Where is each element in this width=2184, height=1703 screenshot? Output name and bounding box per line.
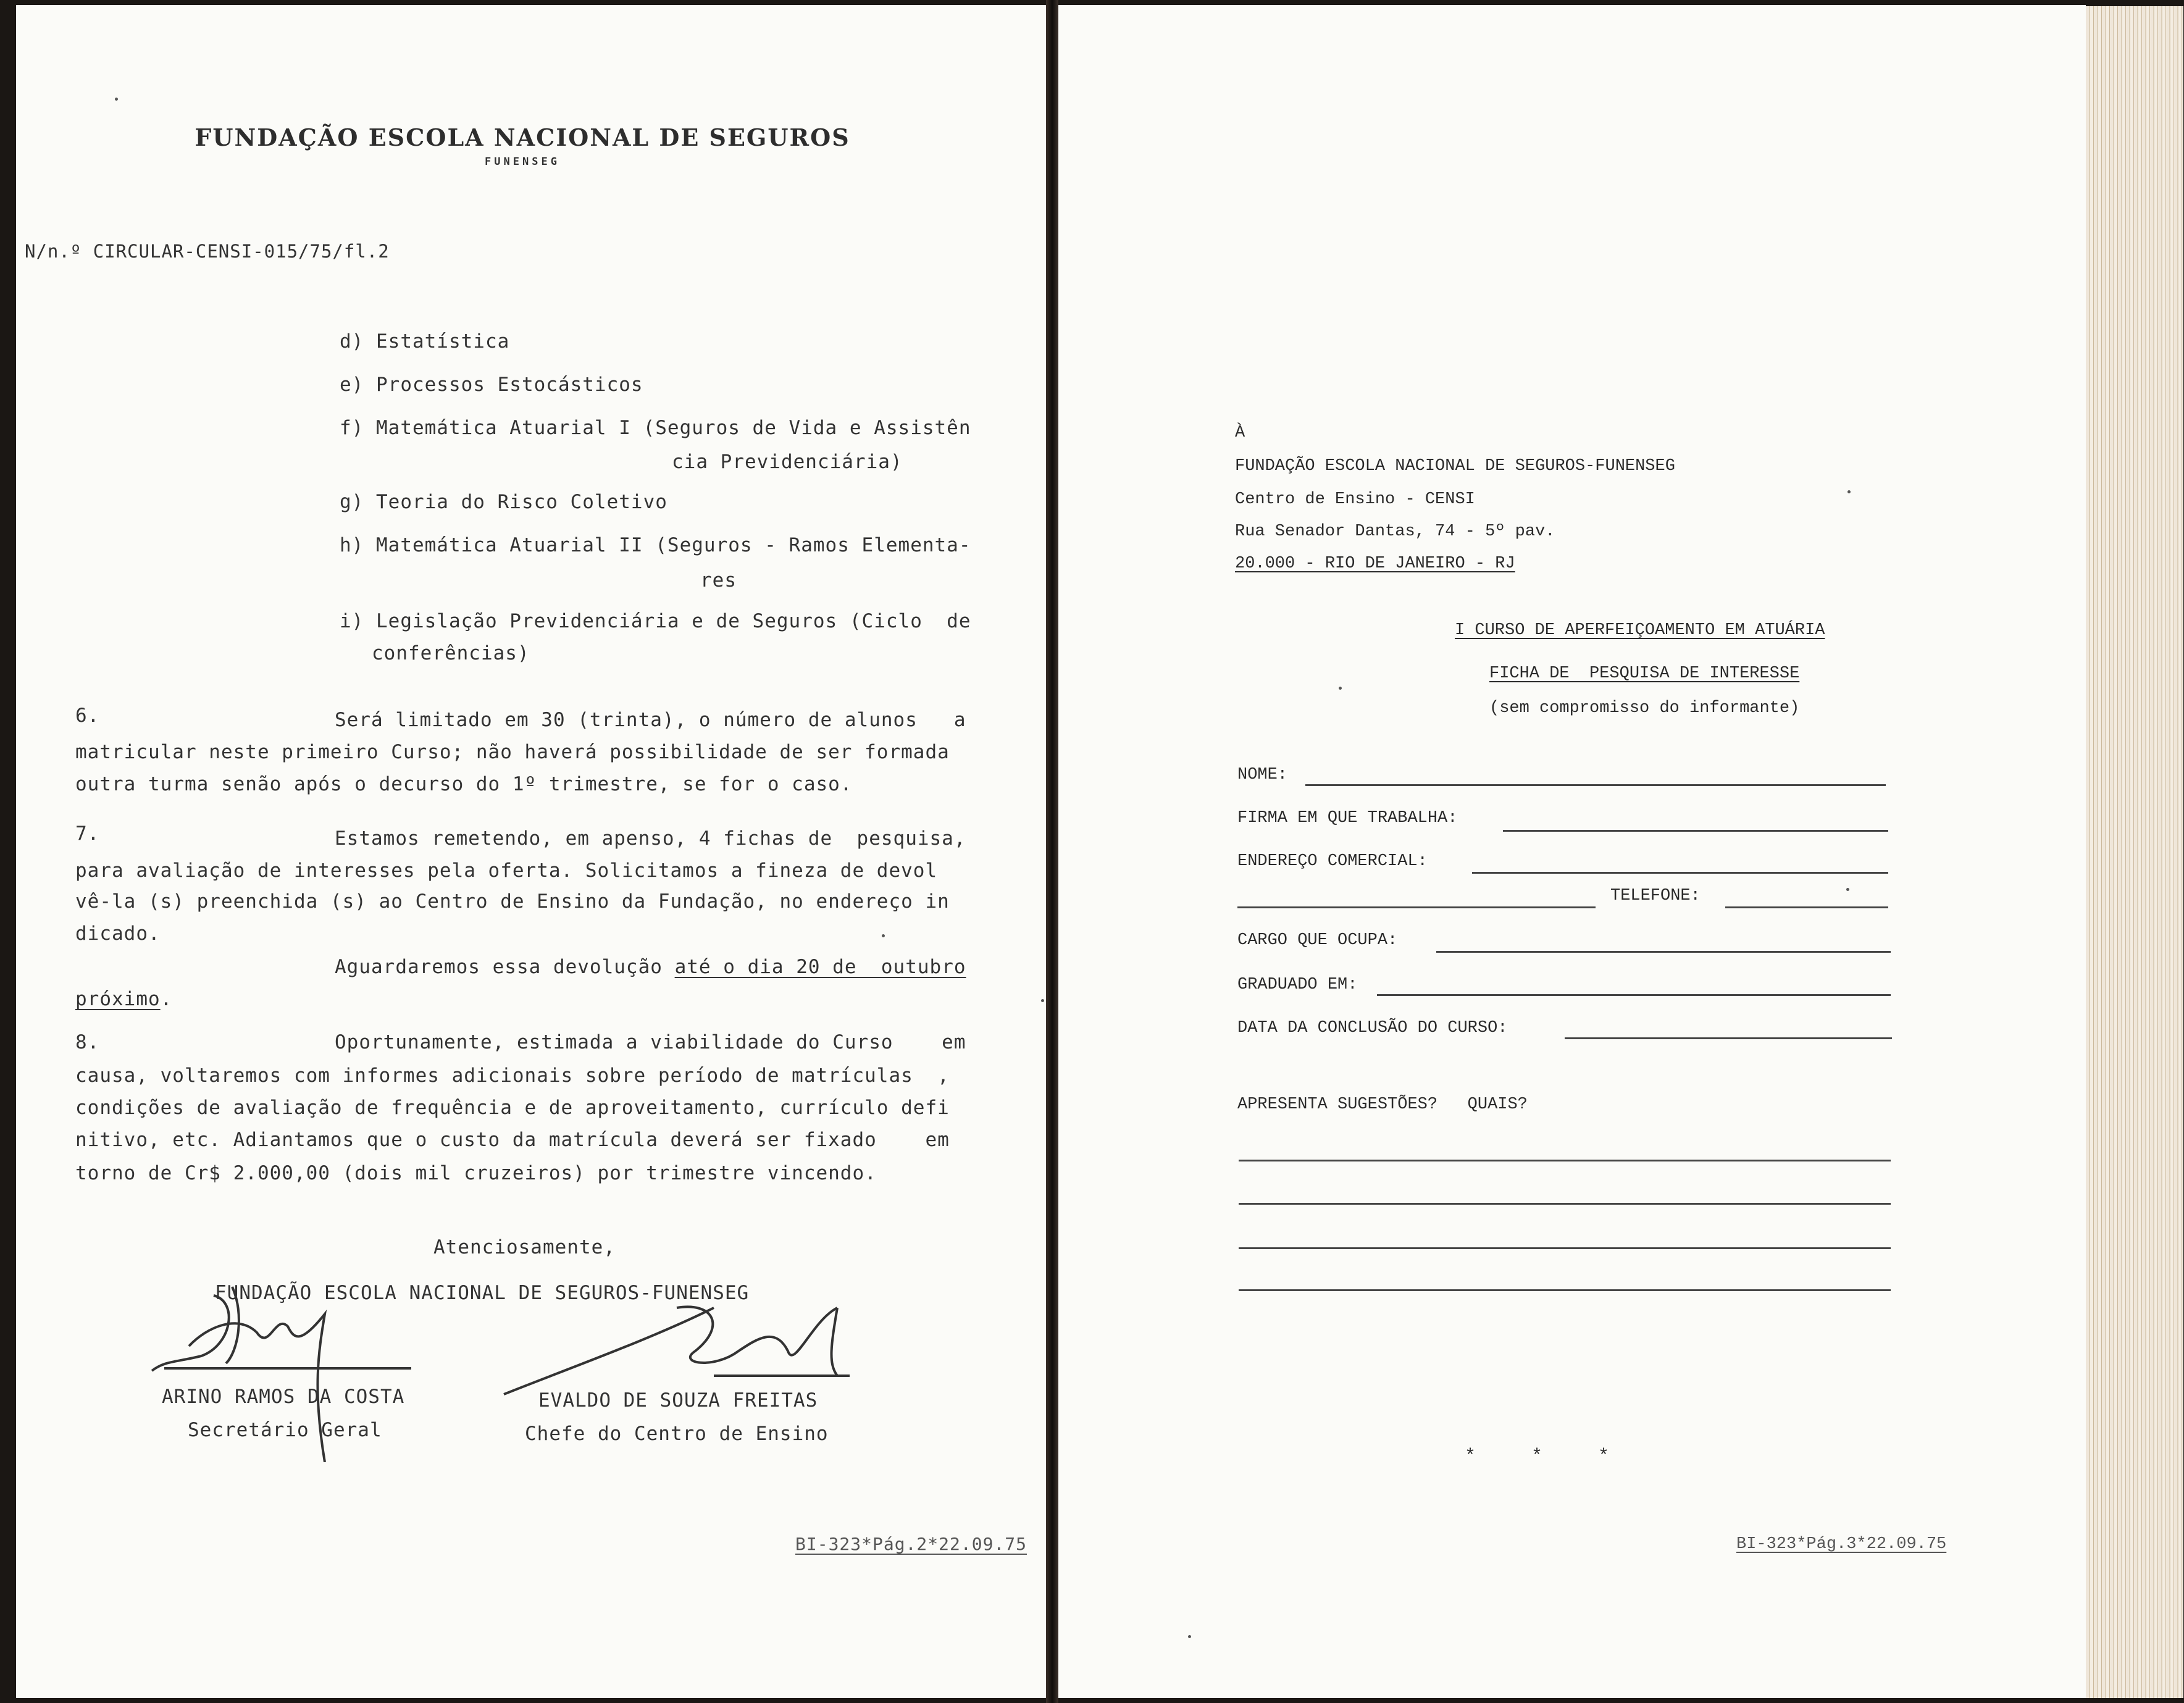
subject-d: d) Estatística [340, 330, 510, 353]
field-label-sugestoes [1237, 1095, 1528, 1114]
para7-period: . [160, 988, 173, 1010]
suggestion-line-2[interactable] [1239, 1203, 1891, 1205]
para8-line: causa, voltaremos com informes adicionais sobre período de matrículas , [75, 1065, 950, 1087]
field-label-telefone: TELEFONE: [1610, 887, 1701, 905]
speck [115, 98, 118, 101]
form-title: FICHA DE PESQUISA DE INTERESSE [1489, 664, 1800, 683]
signatory1-title: Secretário Geral [188, 1419, 382, 1441]
course-title: I CURSO DE APERFEIÇOAMENTO EM ATUÁRIA [1455, 621, 1825, 640]
signatory2-title: Chefe do Centro de Ensino [525, 1423, 829, 1445]
signatory2-name: EVALDO DE SOUZA FREITAS [538, 1389, 818, 1412]
para6-line: matricular neste primeiro Curso; não haverá possibilidade de ser formada [75, 741, 950, 763]
address-to: À [1235, 424, 1245, 442]
para7-deadline-date: até o dia 20 de outubro [674, 956, 966, 978]
para7-line: vê-la (s) preenchida (s) ao Centro de Ensino da Fundação, no endereço in [75, 890, 950, 913]
speck [1339, 687, 1342, 690]
para7-next: próximo [75, 988, 161, 1010]
speck [1847, 490, 1851, 493]
closing: Atenciosamente, [433, 1236, 616, 1258]
speck [1846, 888, 1849, 891]
field-line-endereco[interactable] [1472, 872, 1888, 874]
speck [1041, 999, 1044, 1002]
institution-name: FUNDAÇÃO ESCOLA NACIONAL DE SEGUROS-FUNENSEG [215, 1282, 750, 1304]
suggestion-line-4[interactable] [1239, 1289, 1891, 1291]
quais-label: QUAIS? [1467, 1095, 1528, 1114]
field-label-graduado: GRADUADO EM: [1237, 976, 1358, 994]
reference-number: N/n.º CIRCULAR-CENSI-015/75/fl.2 [25, 241, 390, 262]
field-label-endereco: ENDEREÇO COMERCIAL: [1237, 852, 1428, 871]
field-line-endereco-2[interactable] [1237, 906, 1596, 908]
subject-i: i) Legislação Previdenciária e de Seguros (Ciclo de [340, 610, 971, 632]
field-line-data-conclusao[interactable] [1565, 1037, 1892, 1039]
closing-stars: * * * [1465, 1446, 1610, 1467]
field-line-nome[interactable] [1305, 784, 1886, 786]
address-line: Centro de Ensino - CENSI [1235, 490, 1475, 509]
para8-line: condições de avaliação de frequência e de aproveitamento, currículo defi [75, 1097, 950, 1119]
field-label-data-conclusao: DATA DA CONCLUSÃO DO CURSO: [1237, 1019, 1508, 1037]
para8-number: 8. [75, 1031, 100, 1053]
para7-line: para avaliação de interesses pela oferta. Solicitamos a fineza de devol [75, 860, 938, 882]
para6-number: 6. [75, 705, 100, 727]
field-line-cargo[interactable] [1436, 951, 1891, 953]
speck [1188, 1635, 1191, 1638]
right-page [1058, 5, 2086, 1698]
signature-evaldo [492, 1283, 862, 1407]
signatory1-name: ARINO RAMOS DA COSTA [162, 1386, 405, 1408]
page-footer: BI-323*Pág.2*22.09.75 [795, 1534, 1027, 1554]
para7-deadline-text: Aguardaremos essa devolução [335, 956, 675, 978]
subject-g: g) Teoria do Risco Coletivo [340, 491, 667, 513]
address-line: Rua Senador Dantas, 74 - 5º pav. [1235, 522, 1555, 541]
address-line: FUNDAÇÃO ESCOLA NACIONAL DE SEGUROS-FUNENSEG [1235, 457, 1675, 475]
speck [882, 934, 885, 937]
para7-line: Estamos remetendo, em apenso, 4 fichas de pesquisa, [335, 827, 966, 850]
subject-f: f) Matemática Atuarial I (Seguros de Vida e Assistên [340, 417, 971, 439]
para7-deadline [335, 956, 966, 978]
letterhead-subtitle: FUNENSEG [485, 156, 560, 168]
page-footer: BI-323*Pág.3*22.09.75 [1736, 1535, 1947, 1554]
subject-e: e) Processos Estocásticos [340, 374, 643, 396]
para6-line: Será limitado em 30 (trinta), o número de alunos a [335, 709, 966, 731]
para7-number: 7. [75, 822, 100, 845]
subject-h: h) Matemática Atuarial II (Seguros - Ramos Elementa- [340, 534, 971, 556]
book-gutter [1046, 0, 1058, 1703]
page-edges [2086, 6, 2183, 1698]
para8-line: nitivo, etc. Adiantamos que o custo da matrícula deverá ser fixado em [75, 1129, 950, 1151]
para8-line: Oportunamente, estimada a viabilidade do Curso em [335, 1031, 966, 1053]
suggestion-line-3[interactable] [1239, 1247, 1891, 1249]
suggestion-line-1[interactable] [1239, 1160, 1891, 1161]
form-subtitle: (sem compromisso do informante) [1489, 699, 1800, 718]
para8-line: torno de Cr$ 2.000,00 (dois mil cruzeiros) por trimestre vincendo. [75, 1162, 877, 1184]
sugestoes-label: APRESENTA SUGESTÕES? [1237, 1095, 1438, 1114]
letterhead: FUNDAÇÃO ESCOLA NACIONAL DE SEGUROS [195, 123, 850, 151]
field-label-firma: FIRMA EM QUE TRABALHA: [1237, 809, 1458, 827]
subject-i-cont: conferências) [372, 642, 530, 664]
subject-f-cont: cia Previdenciária) [672, 451, 903, 473]
field-label-nome: NOME: [1237, 766, 1288, 784]
address-line: 20.000 - RIO DE JANEIRO - RJ [1235, 554, 1515, 573]
field-line-firma[interactable] [1503, 830, 1888, 832]
field-label-cargo: CARGO QUE OCUPA: [1237, 931, 1398, 950]
para7-line [75, 988, 172, 1010]
field-line-graduado[interactable] [1377, 994, 1891, 996]
field-line-telefone[interactable] [1725, 906, 1888, 908]
para6-line: outra turma senão após o decurso do 1º trimestre, se for o caso. [75, 773, 853, 795]
left-page [16, 5, 1046, 1698]
subject-h-cont: res [700, 569, 737, 592]
para7-line: dicado. [75, 923, 161, 945]
